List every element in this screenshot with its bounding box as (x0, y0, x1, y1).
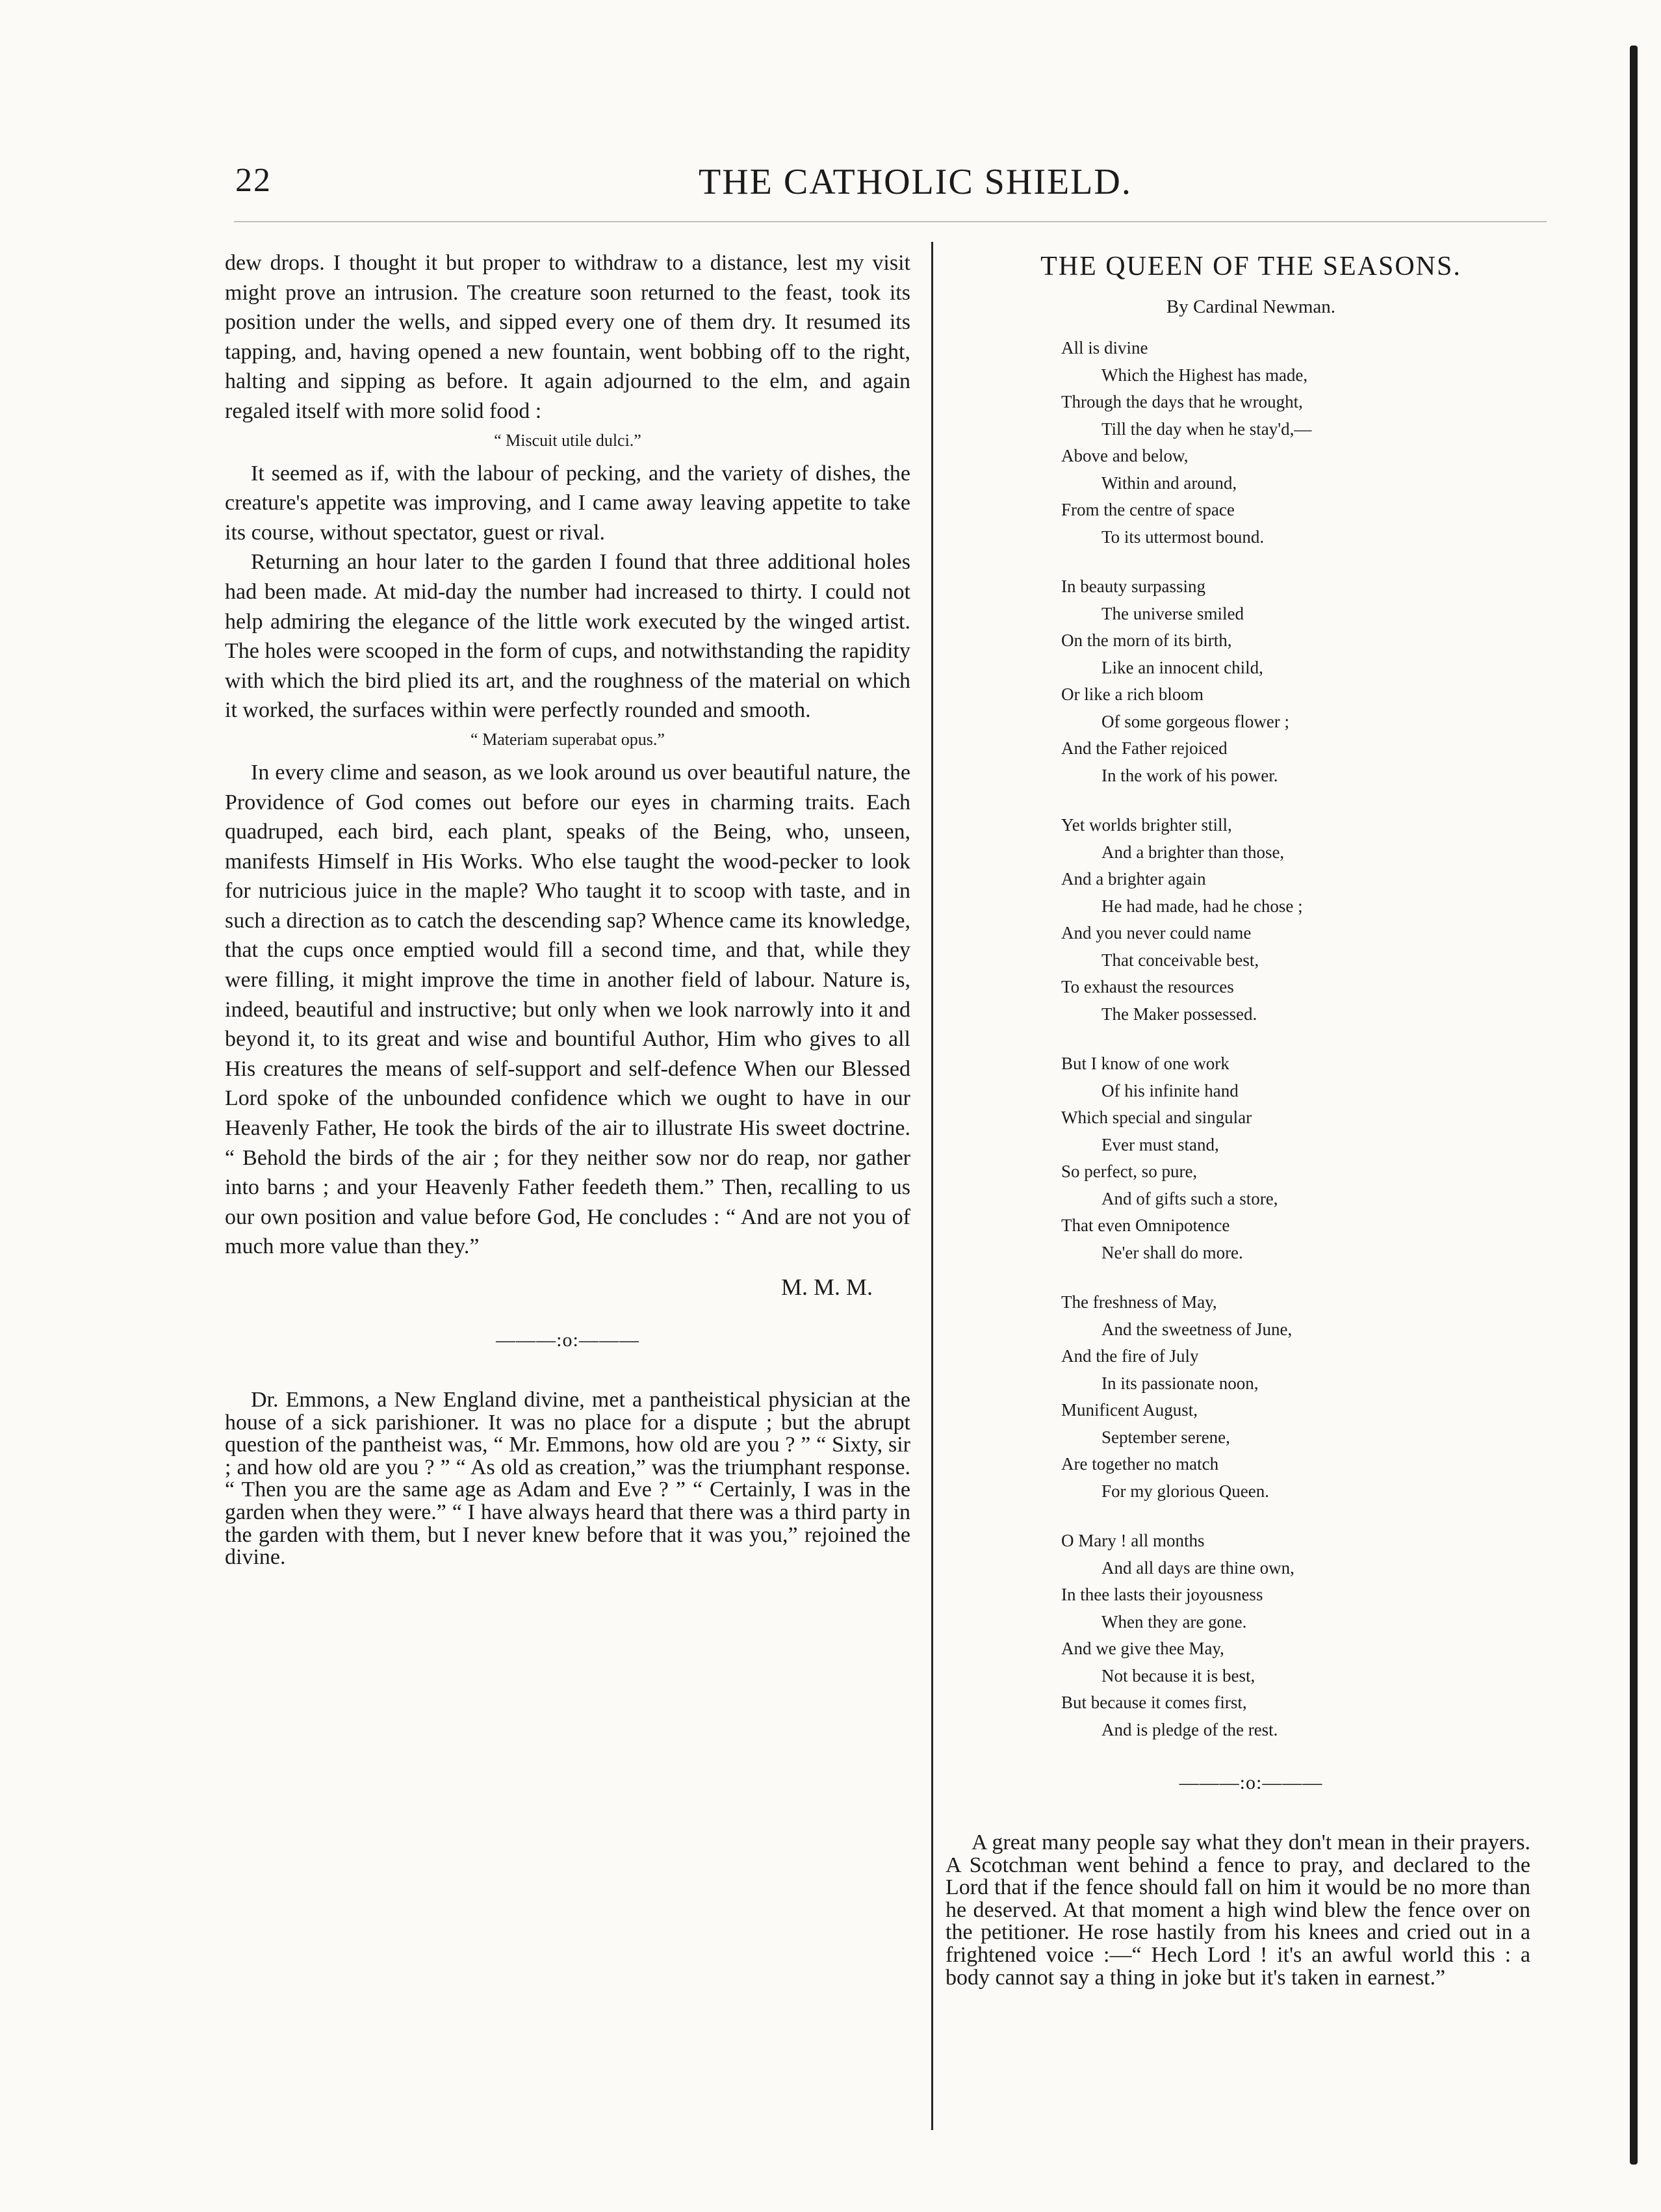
poem-line: And we give thee May, (1061, 1639, 1224, 1658)
section-separator: ———:o:——— (496, 1329, 639, 1351)
poem-line: To exhaust the resources (1061, 977, 1234, 996)
poem-line: Like an innocent child, (1101, 657, 1263, 677)
poem-line: Munificent August, (1061, 1400, 1198, 1420)
poem-line: All is divine (1061, 338, 1148, 358)
poem-line: And the fire of July (1061, 1346, 1199, 1366)
poem-line: On the morn of its birth, (1061, 631, 1232, 650)
poem-line: In thee lasts their joyousness (1061, 1585, 1263, 1604)
poem-line: Of some gorgeous flower ; (1101, 711, 1289, 731)
poem-line: Or like a rich bloom (1061, 684, 1204, 704)
poem-line: And the Father rejoiced (1061, 738, 1228, 758)
poem-stanza (1061, 1050, 1550, 1266)
latin-motto: “ Miscuit utile dulci.” (494, 430, 641, 450)
left-column (225, 248, 910, 1569)
poem-line: O Mary ! all months (1061, 1531, 1205, 1550)
poem-line: Of his infinite hand (1101, 1080, 1239, 1100)
poem-line: For my glorious Queen. (1101, 1481, 1269, 1501)
poem-line: To its uttermost bound. (1101, 527, 1265, 547)
anecdote-paragraph: A great many people say what they don't mean in their prayers. A Scotchman went behind a fence to pray, and declared to the Lord that if the fence should fall on him it would be no more than he deserved. At that moment a high wind blew the fence over on the petitioner. He rose hastily from his knees and cried out in a frightened voice :—“ Hech Lord ! it's an awful world this : a body cannot say a thing in joke but it's taken in earnest.” (946, 1830, 1530, 1990)
poem-line: Not because it is best, (1101, 1665, 1255, 1685)
article-paragraph: In every clime and season, as we look around us over beautiful nature, the Providence of God comes out before our eyes in charming traits. Each quadruped, each bird, each plant, speaks of the Being, who, unseen, manifests Himself in His Works. Who else taught the wood-pecker to look for nutricious juice in the maple? Who taught it to scoop with taste, and in such a direction as to catch the descending sap? Whence came its knowledge, that the cups once emptied would fill a second time, and that, while they were filling, it might improve the time in another field of labour. Nature is, indeed, beautiful and instructive; but only when we look narrowly into it and beyond it, to its great and wise and bountiful Author, Him who gives to all His creatures the means of self-support and self-defence When our Blessed Lord spoke of the unbounded confidence which we ought to have in our Heavenly Father, He took the birds of the air to illustrate His sweet doctrine. “ Behold the birds of the air ; for they neither sow nor do reap, nor gather into barns ; and your Heavenly Father feedeth them.” Then, recalling to us our own position and value before God, He concludes : “ And are not you of much more value than they.” (225, 760, 910, 1259)
poem-line: And a brighter than those, (1101, 842, 1285, 862)
article-paragraph: It seemed as if, with the labour of pecking, and the variety of dishes, the creature's appetite was improving, and I came away leaving appetite to take its course, without spectator, guest or rival. (225, 461, 910, 545)
poem-line: But I know of one work (1061, 1054, 1230, 1073)
poem-line: And of gifts such a store, (1101, 1188, 1278, 1208)
poem-line: And the sweetness of June, (1101, 1319, 1293, 1339)
poem-title: THE QUEEN OF THE SEASONS. (1040, 252, 1461, 281)
poem-line: The Maker possessed. (1101, 1004, 1257, 1024)
poem-line: In the work of his power. (1101, 765, 1278, 785)
poem-line: The universe smiled (1101, 603, 1244, 623)
poem-line: September serene, (1101, 1427, 1230, 1447)
poem-line: But because it comes first, (1061, 1693, 1247, 1712)
poem-line: In its passionate noon, (1101, 1373, 1259, 1393)
newspaper-title: THE CATHOLIC SHIELD. (699, 162, 1132, 202)
poem-stanza (1061, 573, 1550, 789)
page-number: 22 (235, 162, 272, 199)
poem-line: So perfect, so pure, (1061, 1162, 1198, 1181)
poem-line: Ne'er shall do more. (1101, 1242, 1243, 1262)
poem-line: Which special and singular (1061, 1108, 1252, 1127)
section-separator: ———:o:——— (1179, 1772, 1323, 1793)
poem-line: Through the days that he wrought, (1061, 392, 1303, 411)
poem-line: And all days are thine own, (1101, 1557, 1294, 1578)
poem-line: The freshness of May, (1061, 1292, 1217, 1312)
poem-author: By Cardinal Newman. (1166, 296, 1336, 317)
anecdote-paragraph: Dr. Emmons, a New England divine, met a pantheistical physician at the house of a sick parishioner. It was no place for a dispute ; but the abrupt question of the pantheist was, “ Mr. Emmons, how old are you ? ” “ Sixty, sir ; and how old are you ? ” “ As old as creation,” was the triumphant response. “ Then you are the same age as Adam and Eve ? ” “ Certainly, I was in the garden when they were.” “ I have always heard that there was a third party in the garden with them, but I never knew before that it was you,” rejoined the divine. (225, 1388, 910, 1570)
poem-line: Ever must stand, (1101, 1134, 1219, 1154)
poem-line: From the centre of space (1061, 500, 1235, 519)
poem-line: Within and around, (1101, 473, 1237, 493)
right-column (946, 248, 1550, 1990)
poem (952, 335, 1550, 1743)
poem-line: That conceivable best, (1101, 950, 1259, 970)
scan-edge-mark (1630, 46, 1638, 2165)
poem-line: That even Omnipotence (1061, 1216, 1230, 1235)
poem-line: Yet worlds brighter still, (1061, 815, 1232, 835)
poem-line: Which the Highest has made, (1101, 365, 1308, 385)
poem-line: And you never could name (1061, 923, 1252, 943)
article-paragraph: Returning an hour later to the garden I found that three additional holes had been made. At mid-day the number had increased to thirty. I could not help admiring the elegance of the little work executed by the winged artist. The holes were scooped in the form of cups, and notwithstanding the rapidity with which the bird plied its art, and the roughness of the material on which it worked, the surfaces within were perfectly rounded and smooth. (225, 550, 910, 723)
poem-line: Till the day when he stay'd,— (1101, 419, 1312, 439)
author-signature: M. M. M. (780, 1274, 873, 1300)
poem-line: And a brighter again (1061, 869, 1206, 889)
header-rule (234, 221, 1547, 222)
poem-stanza (1061, 1289, 1550, 1505)
poem-stanza (1061, 1528, 1550, 1743)
poem-line: Are together no match (1061, 1454, 1219, 1474)
poem-stanza (1061, 335, 1550, 551)
poem-line: He had made, had he chose ; (1101, 896, 1303, 916)
poem-line: And is pledge of the rest. (1101, 1719, 1278, 1739)
poem-line: Above and below, (1061, 446, 1189, 465)
poem-line: When they are gone. (1101, 1611, 1247, 1632)
poem-stanza (1061, 812, 1550, 1028)
column-divider (931, 242, 933, 2130)
latin-motto: “ Materiam superabat opus.” (470, 729, 665, 749)
poem-line: In beauty surpassing (1061, 577, 1205, 596)
article-paragraph: dew drops. I thought it but proper to withdraw to a distance, lest my visit might prove an intrusion. The creature soon returned to the feast, took its position under the wells, and sipped every one of them dry. It resumed its tapping, and, having opened a new fountain, went bobbing off to the right, halting and sipping as before. It again adjourned to the elm, and again regaled itself with more solid food : (225, 251, 910, 423)
